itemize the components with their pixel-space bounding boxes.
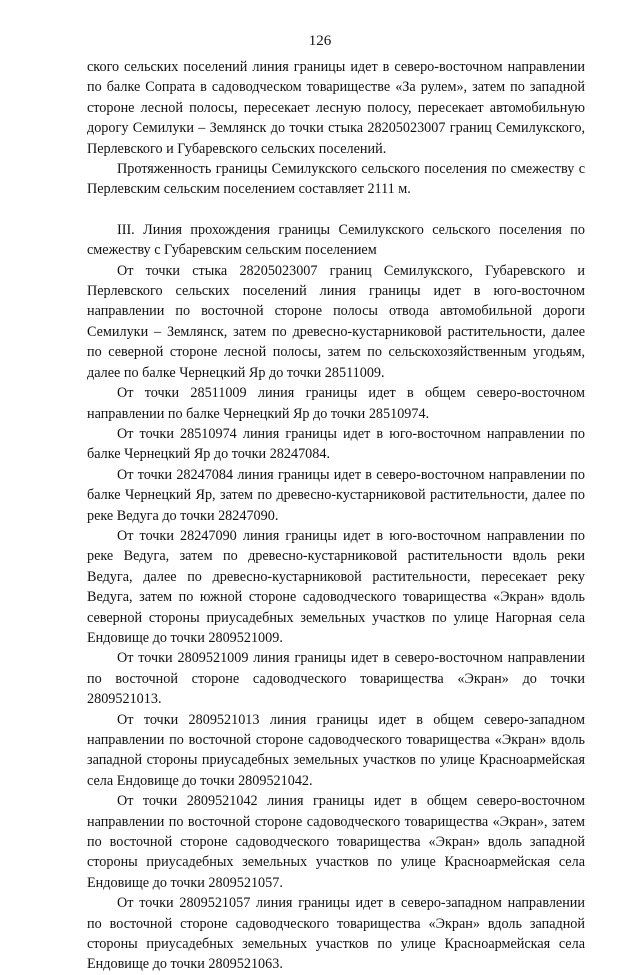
paragraph: От точки 28510974 линия границы идет в юго-восточном направлении по балке Чернецкий Яр до точки 28247084. bbox=[87, 425, 585, 463]
page-number: 126 bbox=[308, 33, 332, 49]
paragraph: От точки 28247090 линия границы идет в юго-восточном направлении по реке Ведуга, затем по древесно-кустарниковой растительности вдоль реки Ведуга, далее по древесно-кустарниковой растительности, пересекает реку Ведуга, затем по южной стороне садоводческого товарищества «Экран» вдоль северной стороны приусадебных земельных участков по улице Нагорная села Ендовище до точки 2809521009. bbox=[87, 527, 585, 646]
paragraph-continued: ского сельских поселений линия границы идет в северо-восточном направлении по балке Сопрата в садоводческом товариществе «За рулем», затем по западной стороне лесной полосы, пересекает лесную полосу, пересекает автомобильную дорогу Семилуки – Землянск до точки стыка 28205023007 границ Семилукского, Перлевского и Губаревского сельских поселений. bbox=[87, 59, 585, 157]
paragraph: От точки 2809521009 линия границы идет в северо-восточном направлении по восточной стороне садоводческого товарищества «Экран» до точки 2809521013. bbox=[87, 650, 585, 708]
paragraph: От точки 2809521042 линия границы идет в общем северо-восточном направлении по восточной стороне садоводческого товарищества «Экран», затем по восточной стороне садоводческого товарищества «Экран» вдоль западной стороны приусадебных земельных участков по улице Красноармейская села Ендовище до точки 2809521057. bbox=[87, 793, 585, 891]
paragraph: От точки 28247084 линия границы идет в северо-восточном направлении по балке Чернецкий Яр, затем по древесно-кустарниковой растительности, далее по реке Ведуга до точки 28247090. bbox=[87, 466, 585, 524]
paragraph: От точки стыка 28205023007 границ Семилукского, Губаревского и Перлевского сельских поселений линия границы идет в юго-восточном направлении по восточной стороне полосы отвода автомобильной дороги Семилуки – Землянск, затем по древесно-кустарниковой растительности, далее по северной стороне лесной полосы, затем по сельскохозяйственным угодьям, далее по балке Чернецкий Яр до точки 28511009. bbox=[87, 262, 585, 381]
paragraph: От точки 2809521013 линия границы идет в общем северо-западном направлении по восточной стороне садоводческого товарищества «Экран» вдоль западной стороны приусадебных земельных участков по улице Красноармейская села Ендовище до точки 2809521042. bbox=[87, 711, 585, 789]
paragraph-boundary-length: Протяженность границы Семилукского сельского поселения по смежеству с Перлевским сельским поселением составляет 2111 м. bbox=[87, 161, 585, 198]
section-heading: III. Линия прохождения границы Семилукского сельского поселения по смежеству с Губаревским сельским поселением bbox=[87, 221, 585, 259]
paragraph: От точки 28511009 линия границы идет в общем северо-восточном направлении по балке Чернецкий Яр до точки 28510974. bbox=[87, 385, 585, 422]
document-body bbox=[87, 57, 585, 975]
paragraph: От точки 2809521057 линия границы идет в северо-западном направлении по восточной стороне садоводческого товарищества «Экран» вдоль западной стороны приусадебных земельных участков по улице Красноармейская села Ендовище до точки 2809521063. bbox=[87, 895, 585, 973]
